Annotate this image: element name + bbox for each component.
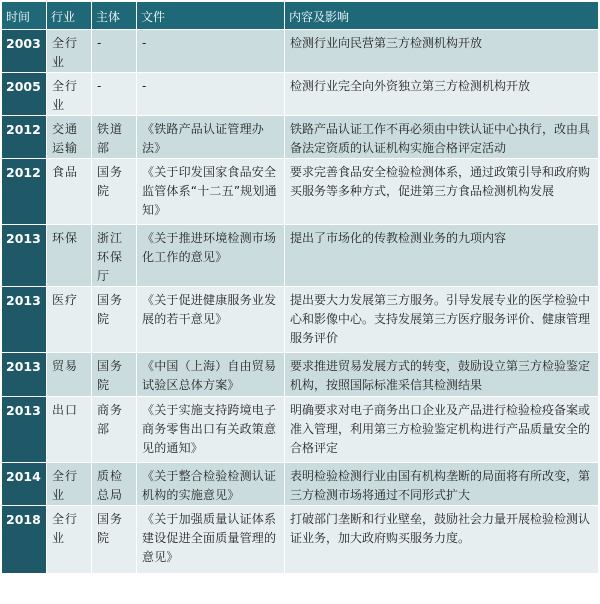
- policy-table: [1, 1, 599, 574]
- cell-file: 《关于推进环境检测市场化工作的意见》: [137, 225, 285, 287]
- cell-content: 表明检验检测行业由国有机构垄断的局面将有所改变，第三方检测市场将通过不同形式扩大: [285, 463, 599, 506]
- table-row: [2, 116, 599, 159]
- cell-subject: 国务院: [92, 353, 137, 397]
- cell-industry: 贸易: [47, 353, 92, 397]
- cell-file: 《中国（上海）自由贸易试验区总体方案》: [137, 353, 285, 397]
- cell-subject: 铁道部: [92, 116, 137, 159]
- cell-file: 《关于实施支持跨境电子商务零售出口有关政策意见的通知》: [137, 397, 285, 463]
- policy-table-container: [1, 1, 598, 574]
- header-content: 内容及影响: [285, 2, 599, 30]
- cell-subject: 国务院: [92, 159, 137, 225]
- cell-subject: 国务院: [92, 287, 137, 353]
- cell-file: 《关于加强质量认证体系建设促进全面质量管理的意见》: [137, 506, 285, 574]
- cell-content: 打破部门垄断和行业壁垒，鼓励社会力量开展检验检测认证业务，加大政府购买服务力度。: [285, 506, 599, 574]
- table-row: [2, 287, 599, 353]
- table-row: [2, 397, 599, 463]
- cell-year: 2013: [2, 225, 47, 287]
- table-row: [2, 506, 599, 574]
- cell-year: 2003: [2, 30, 47, 73]
- header-industry: 行业: [47, 2, 92, 30]
- cell-content: 要求推进贸易发展方式的转变，鼓励设立第三方检验鉴定机构，按照国际标准采信其检测结果: [285, 353, 599, 397]
- cell-year: 2013: [2, 353, 47, 397]
- cell-year: 2014: [2, 463, 47, 506]
- cell-content: 要求完善食品安全检验检测体系，通过政策引导和政府购买服务等多种方式，促进第三方食品检测机构发展: [285, 159, 599, 225]
- table-row: [2, 159, 599, 225]
- cell-file: 《关于促进健康服务业发展的若干意见》: [137, 287, 285, 353]
- cell-year: 2018: [2, 506, 47, 574]
- cell-content: 检测行业完全向外资独立第三方检测机构开放: [285, 73, 599, 116]
- cell-file: 《关于印发国家食品安全监管体系“十二五”规划通知》: [137, 159, 285, 225]
- cell-content: 提出要大力发展第三方服务。引导发展专业的医学检验中心和影像中心。支持发展第三方医疗服务评价、健康管理服务评价: [285, 287, 599, 353]
- cell-industry: 医疗: [47, 287, 92, 353]
- cell-file: 《关于整合检验检测认证机构的实施意见》: [137, 463, 285, 506]
- cell-content: 检测行业向民营第三方检测机构开放: [285, 30, 599, 73]
- header-subject: 主体: [92, 2, 137, 30]
- cell-subject: 国务院: [92, 506, 137, 574]
- cell-content: 明确要求对电子商务出口企业及产品进行检验检疫备案或准入管理，利用第三方检验鉴定机构进行产品质量安全的合格评定: [285, 397, 599, 463]
- table-row: [2, 73, 599, 116]
- cell-year: 2013: [2, 287, 47, 353]
- cell-industry: 全行业: [47, 463, 92, 506]
- cell-subject: 浙江环保厅: [92, 225, 137, 287]
- cell-industry: 交通运输: [47, 116, 92, 159]
- table-row: [2, 353, 599, 397]
- cell-subject: 质检总局: [92, 463, 137, 506]
- cell-year: 2012: [2, 116, 47, 159]
- cell-year: 2012: [2, 159, 47, 225]
- cell-subject: 商务部: [92, 397, 137, 463]
- table-row: [2, 30, 599, 73]
- cell-year: 2005: [2, 73, 47, 116]
- cell-industry: 出口: [47, 397, 92, 463]
- cell-content: 提出了市场化的传教检测业务的九项内容: [285, 225, 599, 287]
- table-row: [2, 225, 599, 287]
- header-file: 文件: [137, 2, 285, 30]
- header-time: 时间: [2, 2, 47, 30]
- cell-industry: 全行业: [47, 30, 92, 73]
- cell-industry: 环保: [47, 225, 92, 287]
- table-header-row: [2, 2, 599, 30]
- table-row: [2, 463, 599, 506]
- cell-industry: 全行业: [47, 506, 92, 574]
- cell-file: -: [137, 30, 285, 73]
- cell-subject: -: [92, 30, 137, 73]
- cell-content: 铁路产品认证工作不再必须由中铁认证中心执行，改由具备法定资质的认证机构实施合格评定活动: [285, 116, 599, 159]
- cell-file: -: [137, 73, 285, 116]
- cell-year: 2013: [2, 397, 47, 463]
- cell-industry: 食品: [47, 159, 92, 225]
- cell-file: 《铁路产品认证管理办法》: [137, 116, 285, 159]
- cell-industry: 全行业: [47, 73, 92, 116]
- cell-subject: -: [92, 73, 137, 116]
